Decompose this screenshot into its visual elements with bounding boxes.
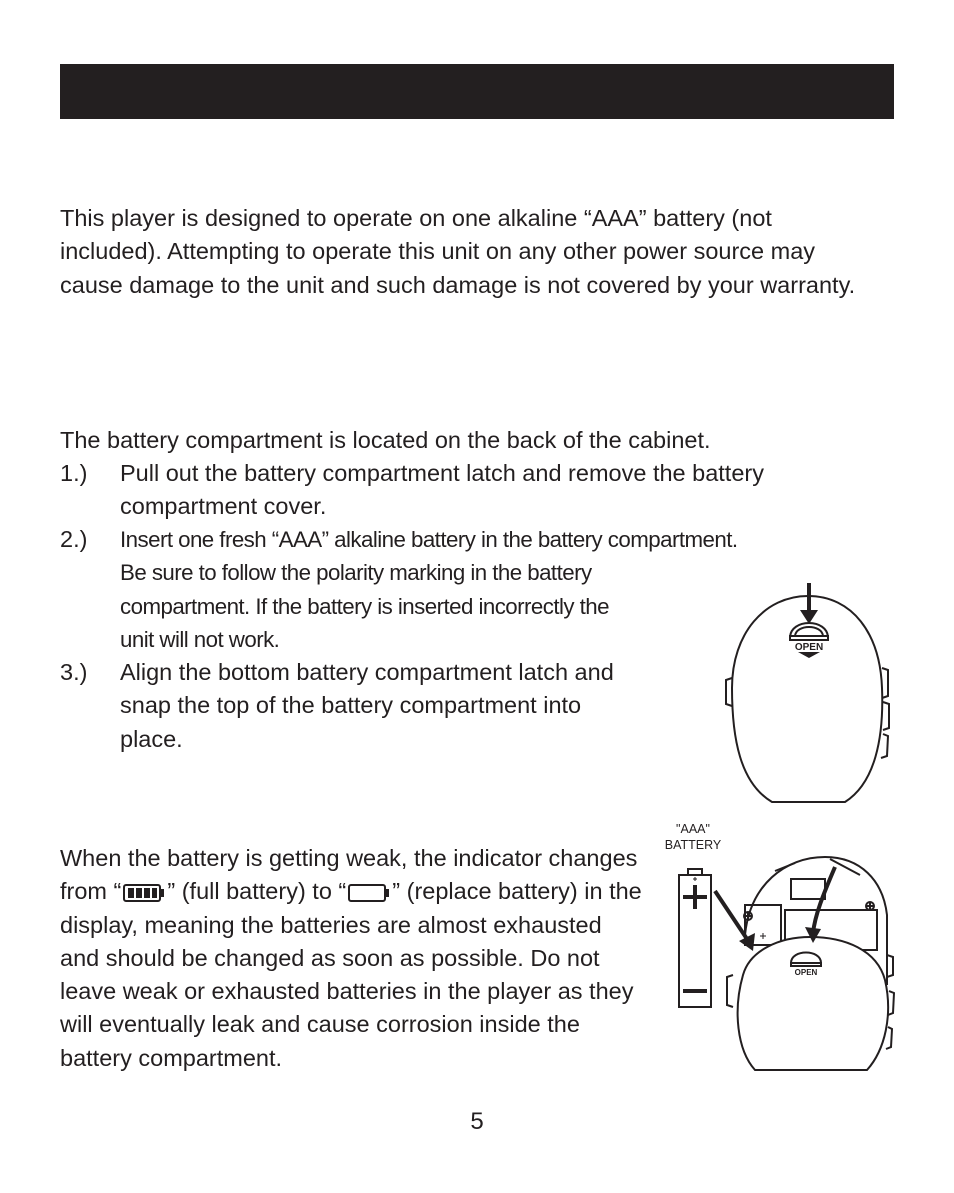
step-3-text: Align the bottom battery compartment latch and snap the top of the battery compartment into place. [120,659,614,752]
step-2-number: 2.) [60,526,88,552]
header-bar [60,64,894,119]
location-paragraph: The battery compartment is located on the back of the cabinet. [60,427,711,453]
weak-text-3: ” (replace battery) in the display, meaning the batteries are almost exhausted and should be changed as soon as possible. Do not leave weak or exhausted batteries in the player as they will eventually leak and cause corrosion inside the battery compartment. [60,878,642,1071]
battery-label-line1: "AAA" [676,822,710,836]
page-number: 5 [470,1108,484,1135]
battery-label-line2: BATTERY [664,838,722,852]
weak-battery-paragraph [60,842,645,1075]
empty-battery-icon [348,883,390,903]
weak-text-1: When the battery is getting weak, the indicator changes from “ [60,845,638,905]
step-2-line1: Insert one fresh “AAA” alkaline battery in the battery compartment. [120,527,738,552]
weak-text-2: ” (full battery) to “ [167,878,347,905]
open-label-2: OPEN [794,968,818,977]
battery-insert-illustration [655,815,895,1080]
step-2-rest: Be sure to follow the polarity marking in the battery compartment. If the battery is inserted incorrectly the unit will not work. [120,560,609,652]
step-1-text: Pull out the battery compartment latch and remove the battery compartment cover. [120,460,764,520]
step-1-number: 1.) [60,460,88,486]
player-back-illustration [720,578,895,818]
intro-paragraph: This player is designed to operate on one alkaline “AAA” battery (not included). Attempting to operate this unit on any other power source may cause damage to the unit and such damage is not covered by your warranty. [60,205,856,298]
open-label-1: OPEN [794,642,824,653]
full-battery-icon [123,883,165,903]
step-3-number: 3.) [60,659,88,685]
